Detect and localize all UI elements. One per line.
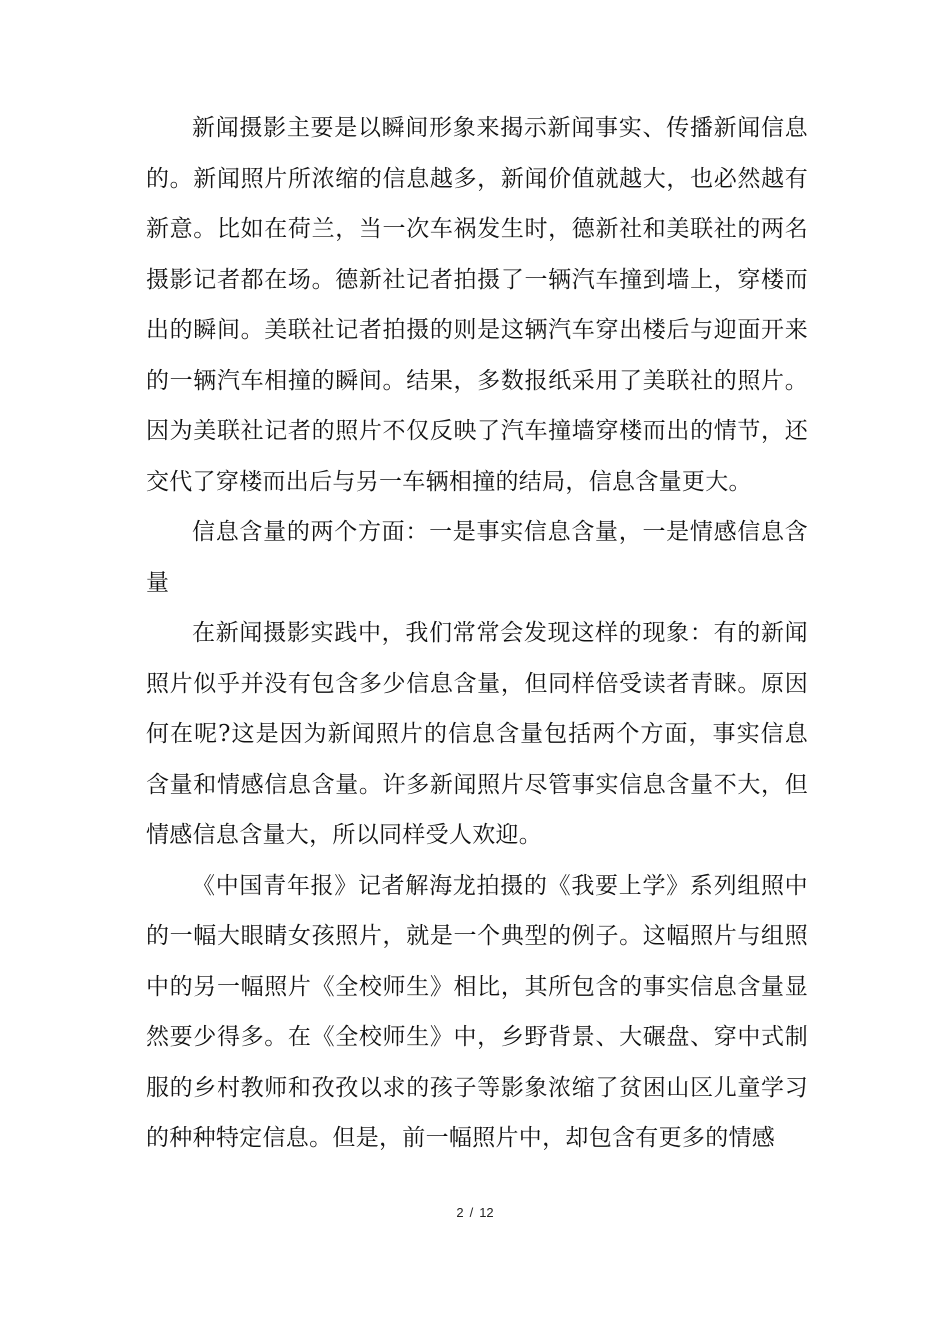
paragraph-practice-observation: 在新闻摄影实践中，我们常常会发现这样的现象：有的新闻照片似乎并没有包含多少信息含量，但同样倍受读者青睐。原因何在呢?这是因为新闻照片的信息含量包括两个方面，事实信息含量和情感信息含量。许多新闻照片尽管事实信息含量不大，但情感信息含量大，所以同样受人欢迎。 xyxy=(146,620,808,848)
page-number-footer xyxy=(0,1205,950,1220)
total-page-count: 12 xyxy=(479,1205,494,1220)
page-separator: / xyxy=(469,1205,474,1220)
paragraph-information-aspects-heading: 信息含量的两个方面：一是事实信息含量，一是情感信息含量 xyxy=(146,519,808,596)
paragraph-news-photography-intro: 新闻摄影主要是以瞬间形象来揭示新闻事实、传播新闻信息的。新闻照片所浓缩的信息越多，新闻价值就越大，也必然越有新意。比如在荷兰，当一次车祸发生时，德新社和美联社的两名摄影记者都在场。德新社记者拍摄了一辆汽车撞到墙上，穿楼而出的瞬间。美联社记者拍摄的则是这辆汽车穿出楼后与迎面开来的一辆汽车相撞的瞬间。结果，多数报纸采用了美联社的照片。因为美联社记者的照片不仅反映了汽车撞墙穿楼而出的情节，还交代了穿楼而出后与另一车辆相撞的结局，信息含量更大。 xyxy=(146,115,808,495)
current-page-number: 2 xyxy=(456,1205,464,1220)
document-body xyxy=(146,103,808,1164)
paragraph-big-eyes-girl-example: 《中国青年报》记者解海龙拍摄的《我要上学》系列组照中的一幅大眼睛女孩照片，就是一个典型的例子。这幅照片与组照中的另一幅照片《全校师生》相比，其所包含的事实信息含量显然要少得多。在《全校师生》中，乡野背景、大碾盘、穿中式制服的乡村教师和孜孜以求的孩子等影象浓缩了贫困山区儿童学习的种种特定信息。但是，前一幅照片中，却包含有更多的情感 xyxy=(146,872,808,1151)
